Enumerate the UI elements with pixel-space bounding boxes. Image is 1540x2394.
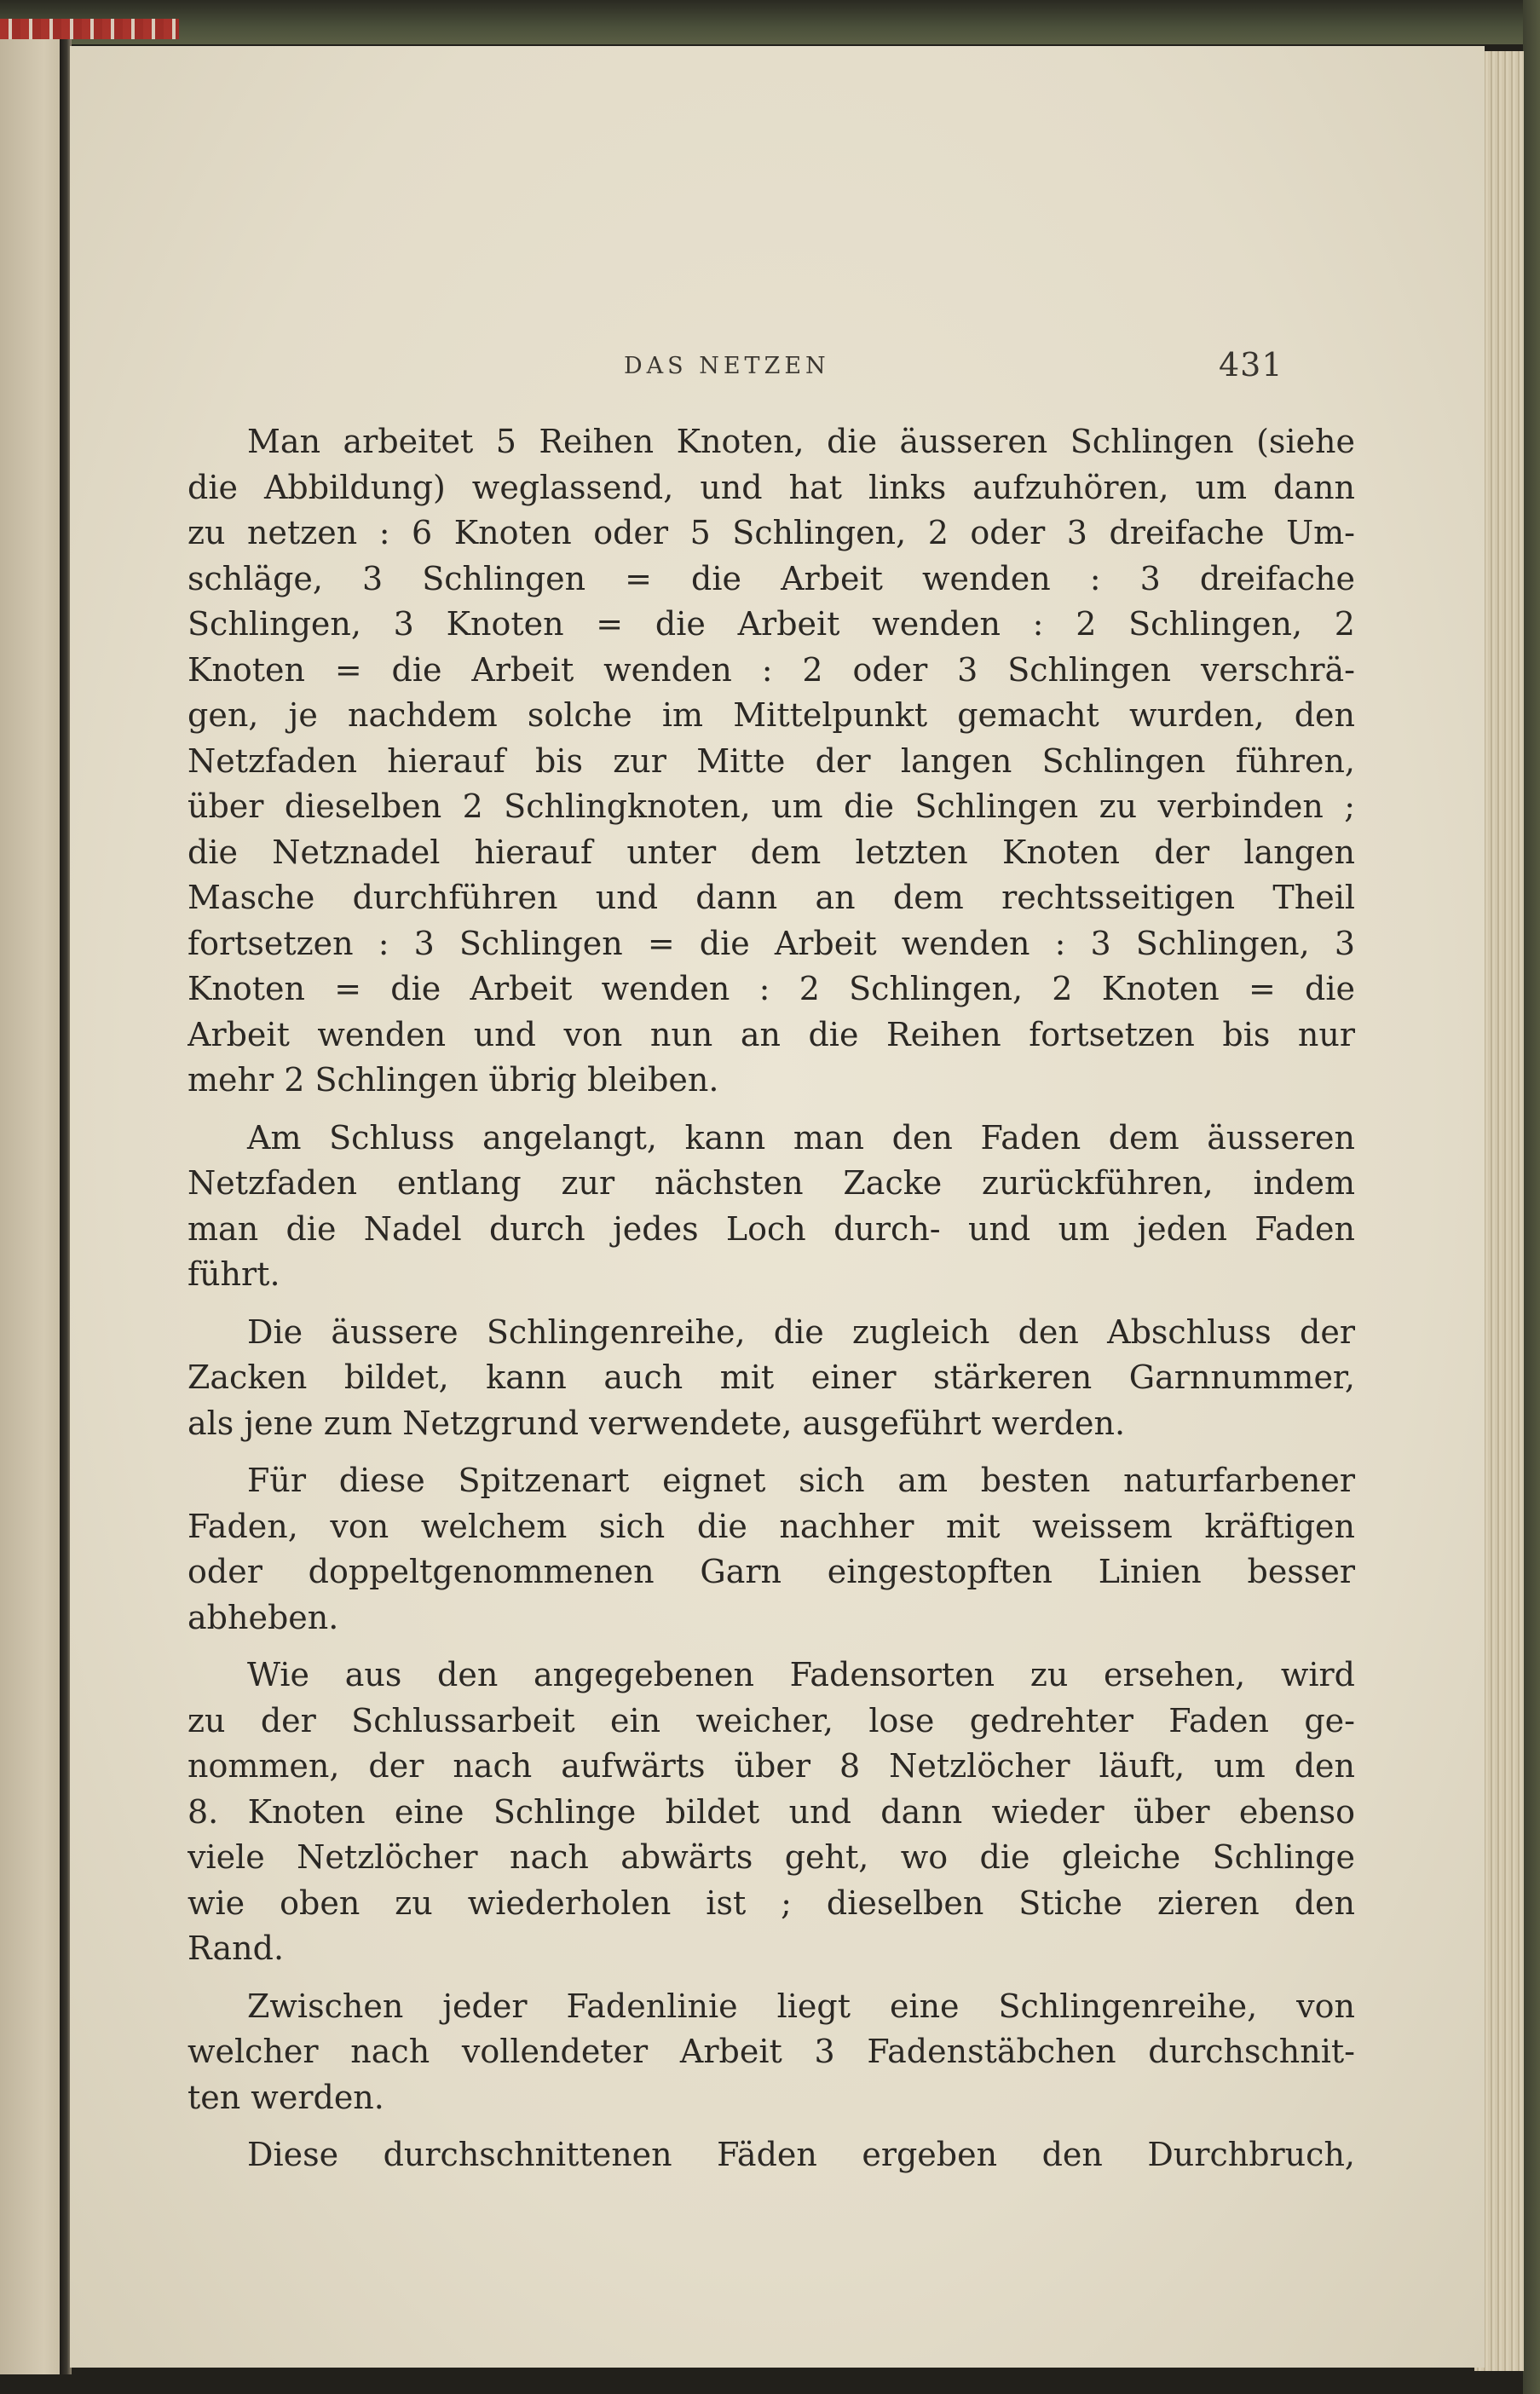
text-line: ten werden. (187, 2078, 384, 2116)
text-line: Netzfaden entlang zur nächsten Zacke zurückführen, indem (187, 1164, 1355, 1202)
paragraph (187, 1458, 1355, 1641)
text-line: als jene zum Netzgrund verwendete, ausgeführt werden. (187, 1404, 1126, 1442)
paragraph (187, 2132, 1355, 2178)
text-line: fortsetzen : 3 Schlingen = die Arbeit wenden : 3 Schlingen, 3 (187, 924, 1355, 962)
text-line: Schlingen, 3 Knoten = die Arbeit wenden : 2 Schlingen, 2 (187, 605, 1355, 643)
book-cover-right-edge (1523, 0, 1540, 2394)
page-number: 431 (1219, 346, 1283, 384)
text-line: nommen, der nach aufwärts über 8 Netzlöcher läuft, um den (187, 1747, 1355, 1785)
text-line: über dieselben 2 Schlingknoten, um die Schlingen zu verbinden ; (187, 787, 1355, 825)
text-line: 8. Knoten eine Schlinge bildet und dann wieder über ebenso (187, 1792, 1355, 1831)
text-line: Knoten = die Arbeit wenden : 2 oder 3 Schlingen verschrä- (187, 650, 1355, 689)
text-line: man die Nadel durch jedes Loch durch- und um jeden Faden (187, 1209, 1355, 1248)
text-line: abheben. (187, 1598, 339, 1636)
text-line: Arbeit wenden und von nun an die Reihen fortsetzen bis nur (187, 1015, 1355, 1053)
page (70, 46, 1485, 2368)
paragraph (187, 1310, 1355, 1447)
text-line: oder doppeltgenommenen Garn eingestopften Linien besser (187, 1553, 1355, 1590)
text-line: zu netzen : 6 Knoten oder 5 Schlingen, 2 oder 3 dreifache Um- (187, 514, 1355, 551)
text-line: die Abbildung) weglassend, und hat links aufzuhören, um dann (187, 468, 1355, 506)
text-line: Am Schluss angelangt, kann man den Faden dem äusseren (247, 1118, 1355, 1157)
running-head: DAS NETZEN (624, 353, 830, 379)
text-line: Wie aus den angegebenen Fadensorten zu ersehen, wird (247, 1656, 1355, 1693)
text-line: Masche durchführen und dann an dem rechtsseitigen Theil (187, 879, 1355, 916)
text-line: Diese durchschnittenen Fäden ergeben den Durchbruch, (247, 2136, 1355, 2173)
text-line: wie oben zu wiederholen ist ; dieselben Stiche zieren den (187, 1883, 1355, 1922)
text-line: die Netznadel hierauf unter dem letzten Knoten der langen (187, 833, 1355, 871)
text-line: Faden, von welchem sich die nachher mit weissem kräftigen (187, 1507, 1355, 1545)
text-line: Rand. (187, 1930, 285, 1967)
paragraph (187, 1116, 1355, 1298)
text-line: Zwischen jeder Fadenlinie liegt eine Schlingenreihe, von (247, 1987, 1355, 2025)
text-line: welcher nach vollendeter Arbeit 3 Fadenstäbchen durchschnit- (187, 2033, 1355, 2070)
facing-page-edge (0, 39, 63, 2374)
text-line: mehr 2 Schlingen übrig bleiben. (187, 1061, 719, 1099)
text-line: Für diese Spitzenart eignet sich am besten naturfarbener (247, 1462, 1355, 1499)
text-line: gen, je nachdem solche im Mittelpunkt gemacht wurden, den (187, 696, 1355, 734)
text-line: zu der Schlussarbeit ein weicher, lose gedrehter Faden ge- (187, 1701, 1355, 1739)
book-cover-top-edge (0, 0, 1540, 44)
paragraph (187, 1984, 1355, 2121)
text-line: Zacken bildet, kann auch mit einer stärkeren Garnnummer, (187, 1359, 1355, 1396)
text-line: viele Netzlöcher nach abwärts geht, wo die gleiche Schlinge (187, 1838, 1355, 1876)
paragraph (187, 419, 1355, 1104)
text-line: Knoten = die Arbeit wenden : 2 Schlingen, 2 Knoten = die (187, 970, 1355, 1007)
page-header (70, 346, 1485, 387)
text-line: Man arbeitet 5 Reihen Knoten, die äusseren Schlingen (siehe (247, 423, 1355, 460)
text-line: schläge, 3 Schlingen = die Arbeit wenden : 3 dreifache (187, 559, 1355, 597)
text-line: führt. (187, 1255, 280, 1293)
text-line: Netzfaden hierauf bis zur Mitte der langen Schlingen führen, (187, 741, 1355, 780)
paragraph (187, 1653, 1355, 1972)
spine-headband (0, 19, 179, 39)
text-line: Die äussere Schlingenreihe, die zugleich den Abschluss der (247, 1312, 1355, 1351)
body-text (187, 419, 1355, 2190)
